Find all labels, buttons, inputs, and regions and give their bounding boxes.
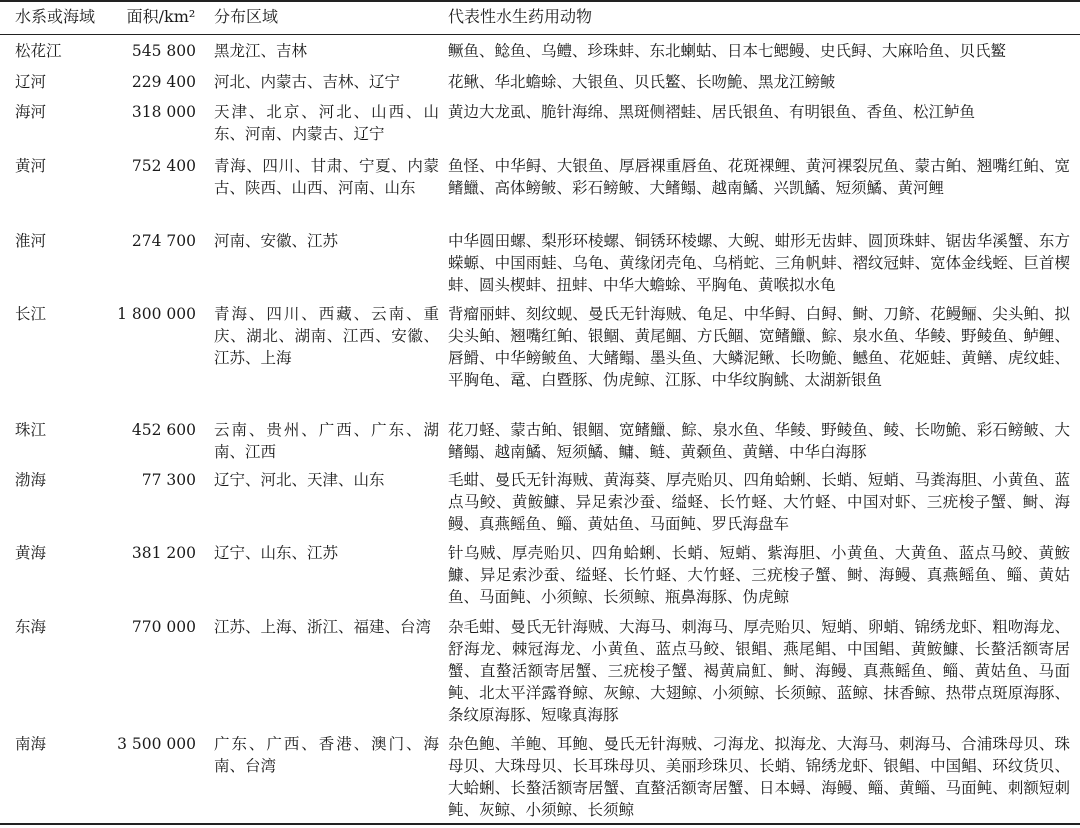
row-name: 渤海	[15, 471, 47, 489]
row-name: 海河	[15, 103, 47, 121]
row-area: 452 600	[131, 421, 196, 439]
header-rule	[0, 34, 1080, 35]
row-area: 770 000	[131, 618, 196, 636]
row-region: 辽宁、山东、江苏	[214, 544, 339, 562]
row-region: 河南、安徽、江苏	[214, 232, 339, 250]
row-animals: 背瘤丽蚌、刻纹蚬、曼氏无针海贼、龟足、中华鲟、白鲟、鲥、刀鲚、花鳗鲡、尖头鲌、拟尖头鲌、翘嘴红鲌、银鲴、黄尾鲴、方氏鲴、宽鳍鱲、鯮、泉水鱼、华鲮、野鲮鱼、鲈鲤、唇䱻、中华鳑鲏鱼、大鳍鳎、墨头鱼、大鳞泥鳅、长吻鮠、鳡鱼、花姬蛙、黄鳝、虎纹蛙、平胸龟、鼋、白暨豚、伪虎鲸、江豚、中华纹胸鮡、太湖新银鱼	[448, 305, 1070, 389]
row-area: 3 500 000	[117, 735, 196, 753]
row-animals: 鳜鱼、鲶鱼、乌鳢、珍珠蚌、东北蝲蛄、日本七鳃鳗、史氏鲟、大麻哈鱼、贝氏鳘	[448, 42, 1007, 60]
row-area: 1 800 000	[117, 305, 196, 323]
row-animals: 针乌贼、厚壳贻贝、四角蛤蜊、长蛸、短蛸、紫海胆、小黄鱼、大黄鱼、蓝点马鲛、黄鮟鱇、异足索沙蚕、缢蛏、长竹蛏、大竹蛏、三疣梭子蟹、鲥、海鳗、真燕鳐鱼、鲻、黄姑鱼、马面鲀、小须鲸、长须鲸、瓶鼻海豚、伪虎鲸	[448, 544, 1070, 606]
row-region: 云南、贵州、广西、广东、湖南、江西	[214, 421, 439, 461]
row-animals: 黄边大龙虱、脆针海绵、黑斑侧褶蛙、居氏银鱼、有明银鱼、香鱼、松江鲈鱼	[448, 103, 976, 121]
header-water-system: 水系或海域	[15, 7, 96, 26]
row-region: 河北、内蒙古、吉林、辽宁	[214, 73, 401, 91]
row-area: 545 800	[131, 42, 196, 60]
row-name: 长江	[15, 305, 47, 323]
row-region: 江苏、上海、浙江、福建、台湾	[214, 618, 432, 636]
row-animals: 中华圆田螺、梨形环棱螺、铜锈环棱螺、大鲵、蚶形无齿蚌、圆顶珠蚌、锯齿华溪蟹、东方蝾螈、中国雨蛙、乌龟、黄缘闭壳龟、乌梢蛇、三角帆蚌、褶纹冠蚌、宽体金线蛭、巨首楔蚌、圆头楔蚌、扭蚌、中华大蟾蜍、平胸龟、黄喉拟水龟	[448, 232, 1070, 294]
row-area: 274 700	[131, 232, 196, 250]
row-animals: 花鳅、华北蟾蜍、大银鱼、贝氏鳘、长吻鮠、黑龙江鳑鲏	[448, 73, 836, 91]
row-name: 松花江	[15, 42, 62, 60]
row-animals: 杂色鲍、羊鲍、耳鲍、曼氏无针海贼、刁海龙、拟海龙、大海马、刺海马、合浦珠母贝、珠母贝、大珠母贝、长耳珠母贝、美丽珍珠贝、长蛸、锦绣龙虾、银鲳、中国鲳、环纹货贝、大蛤蜊、长螯活额寄居蟹、直螯活额寄居蟹、日本蟳、海鳗、鲻、黄鲻、马面鲀、刺额短刺鲀、灰鲸、小须鲸、长须鲸	[448, 735, 1070, 819]
row-name: 辽河	[15, 73, 47, 91]
row-name: 珠江	[15, 421, 47, 439]
row-name: 东海	[15, 618, 47, 636]
row-region: 黑龙江、吉林	[214, 42, 308, 60]
top-rule	[0, 0, 1080, 2]
row-area: 381 200	[131, 544, 196, 562]
row-region: 天津、北京、河北、山西、山东、河南、内蒙古、辽宁	[214, 103, 439, 143]
row-animals: 鱼怪、中华鲟、大银鱼、厚唇裸重唇鱼、花斑裸鲤、黄河裸裂尻鱼、蒙古鲌、翘嘴红鲌、宽鳍鱲、高体鳑鲏、彩石鳑鲏、大鳍鳎、越南鱊、兴凯鱊、短须鱊、黄河鲤	[448, 157, 1070, 197]
bottom-rule	[0, 823, 1080, 825]
row-area: 318 000	[131, 103, 196, 121]
row-region: 青海、四川、西藏、云南、重庆、湖北、湖南、江西、安徽、江苏、上海	[214, 305, 439, 367]
header-animals: 代表性水生药用动物	[448, 7, 593, 26]
row-region: 辽宁、河北、天津、山东	[214, 471, 385, 489]
header-region: 分布区域	[214, 7, 279, 26]
row-area: 229 400	[131, 73, 196, 91]
row-animals: 花刀蛏、蒙古鲌、银鲴、宽鳍鱲、鯮、泉水鱼、华鲮、野鲮鱼、鲮、长吻鮠、彩石鳑鲏、大鳍鳎、越南鱊、短须鱊、鳙、鲢、黄颡鱼、黄鳝、中华白海豚	[448, 421, 1070, 461]
row-animals: 毛蚶、曼氏无针海贼、黄海葵、厚壳贻贝、四角蛤蜊、长蛸、短蛸、马粪海胆、小黄鱼、蓝点马鲛、黄鮟鱇、异足索沙蚕、缢蛏、长竹蛏、大竹蛏、中国对虾、三疣梭子蟹、鲥、海鳗、真燕鳐鱼、鲻、黄姑鱼、马面鲀、罗氏海盘车	[448, 471, 1070, 533]
row-region: 广东、广西、香港、澳门、海南、台湾	[214, 735, 439, 775]
row-name: 淮河	[15, 232, 47, 250]
row-name: 黄海	[15, 544, 47, 562]
row-name: 南海	[15, 735, 47, 753]
row-region: 青海、四川、甘肃、宁夏、内蒙古、陕西、山西、河南、山东	[214, 157, 439, 197]
row-name: 黄河	[15, 157, 47, 175]
header-area: 面积/km²	[126, 7, 196, 26]
row-area: 752 400	[131, 157, 196, 175]
row-area: 77 300	[141, 471, 196, 489]
row-animals: 杂毛蚶、曼氏无针海贼、大海马、刺海马、厚壳贻贝、短蛸、卵蛸、锦绣龙虾、粗吻海龙、舒海龙、棘冠海龙、小黄鱼、蓝点马鲛、银鲳、燕尾鲳、中国鲳、黄鮟鱇、长螯活额寄居蟹、直螯活额寄居蟹、三疣梭子蟹、褐黄扁魟、鲥、海鳗、真燕鳐鱼、鲻、黄姑鱼、马面鲀、北太平洋露脊鲸、灰鲸、大翅鲸、小须鲸、长须鲸、蓝鲸、抹香鲸、热带点斑原海豚、条纹原海豚、短喙真海豚	[448, 618, 1070, 724]
